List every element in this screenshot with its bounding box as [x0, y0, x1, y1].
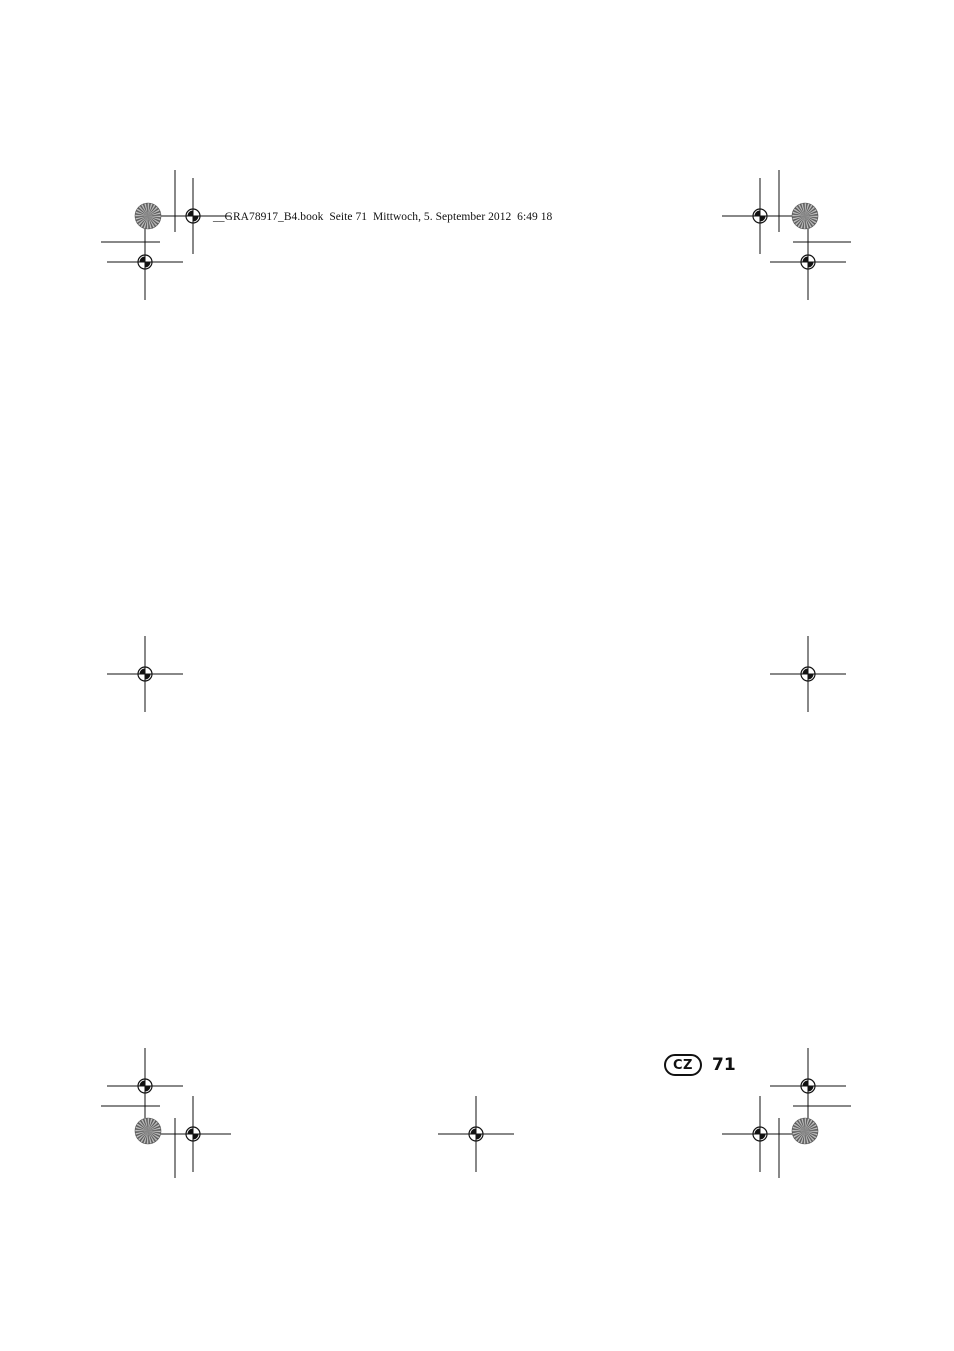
crop-mark-top-left: [101, 170, 175, 242]
color-starburst-icon-top-left: [135, 203, 161, 229]
registration-crosshair-icon-bottom-center: [438, 1096, 514, 1172]
language-badge: [664, 1054, 702, 1076]
registration-crosshair-icon-left-lower: [107, 1048, 183, 1124]
color-starburst-icon-top-right: [792, 203, 818, 229]
registration-crosshair-icon-bottom-left: [155, 1096, 231, 1172]
language-code: CZ: [673, 1057, 693, 1073]
registration-crosshair-icon-bottom-right: [722, 1096, 798, 1172]
registration-crosshair-icon-right-lower: [770, 1048, 846, 1124]
crop-mark-bottom-left: [101, 1106, 175, 1178]
page-number: 71: [712, 1055, 736, 1075]
crop-mark-top-right: [779, 170, 851, 242]
registration-crosshair-icon-right-upper: [770, 224, 846, 300]
crop-mark-bottom-right: [779, 1106, 851, 1178]
registration-crosshair-icon-left-middle: [107, 636, 183, 712]
color-starburst-icon-bottom-left: [135, 1118, 161, 1144]
registration-crosshair-icon-top-right: [722, 178, 798, 254]
color-starburst-icon-bottom-right: [792, 1118, 818, 1144]
registration-crosshair-icon-left-upper: [107, 224, 183, 300]
header-file-info: __GRA78917_B4.book Seite 71 Mittwoch, 5. September 2012 6:49 18: [213, 211, 553, 223]
registration-crosshair-icon-right-middle: [770, 636, 846, 712]
